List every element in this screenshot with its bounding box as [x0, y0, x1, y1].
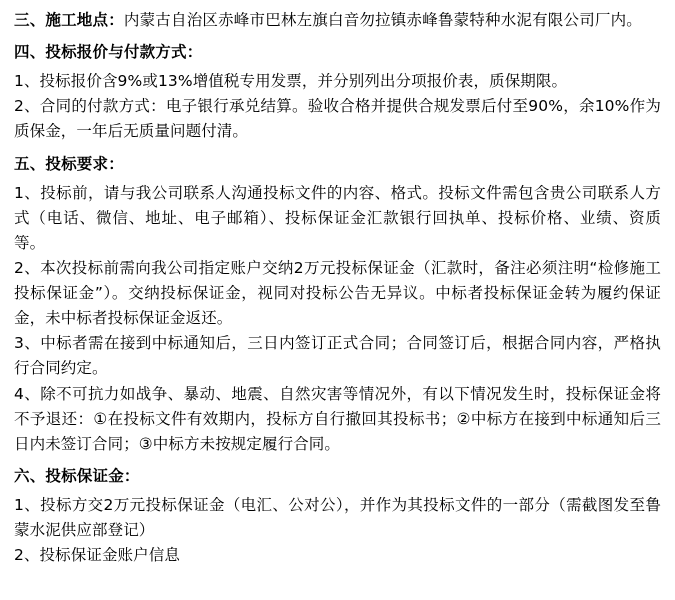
section-5-item-2: 2、本次投标前需向我公司指定账户交纳2万元投标保证金（汇款时，备注必须注明“检修施工投标保证金”）。交纳投标保证金，视同对投标公告无异议。中标者投标保证金转为履约保证金，未中标者投标保证金返还。 — [14, 258, 661, 328]
section-heading-3-body: 内蒙古自治区赤峰市巴林左旗白音勿拉镇赤峰鲁蒙特种水泥有限公司厂内。 — [123, 11, 643, 29]
section-6-item-1: 1、投标方交2万元投标保证金（电汇、公对公），并作为其投标文件的一部分（需截图发至鲁蒙水泥供应部登记） — [14, 495, 661, 540]
section-heading-4: 四、投标报价与付款方式： — [14, 43, 203, 62]
section-5-item-1: 1、投标前，请与我公司联系人沟通投标文件的内容、格式。投标文件需包含贵公司联系人方式（电话、微信、地址、电子邮箱）、投标保证金汇款银行回执单、投标价格、业绩、资质等。 — [14, 183, 661, 252]
section-heading-3 — [14, 8, 661, 33]
section-5-item-4: 4、除不可抗力如战争、暴动、地震、自然灾害等情况外，有以下情况发生时，投标保证金将不予退还：①在投标文件有效期内，投标方自行撤回其投标书；②中标方在接到中标通知后三日内未签订合同；③中标方未按规定履行合同。 — [14, 384, 661, 453]
section-heading-3-label: 三、施工地点： — [14, 11, 124, 29]
section-4-item-2: 2、合同的付款方式：电子银行承兑结算。验收合格并提供合规发票后付至90%，余10%作为质保金，一年后无质量问题付清。 — [14, 97, 661, 141]
section-6-item-2: 2、投标保证金账户信息 — [14, 546, 180, 565]
section-4-item-1: 1、投标报价含9%或13%增值税专用发票，并分别列出分项报价表，质保期限。 — [14, 72, 568, 91]
section-heading-5: 五、投标要求： — [14, 154, 124, 173]
section-5-item-3: 3、中标者需在接到中标通知后，三日内签订正式合同；合同签订后，根据合同内容，严格执行合同约定。 — [14, 334, 661, 378]
section-heading-6: 六、投标保证金： — [14, 466, 140, 485]
